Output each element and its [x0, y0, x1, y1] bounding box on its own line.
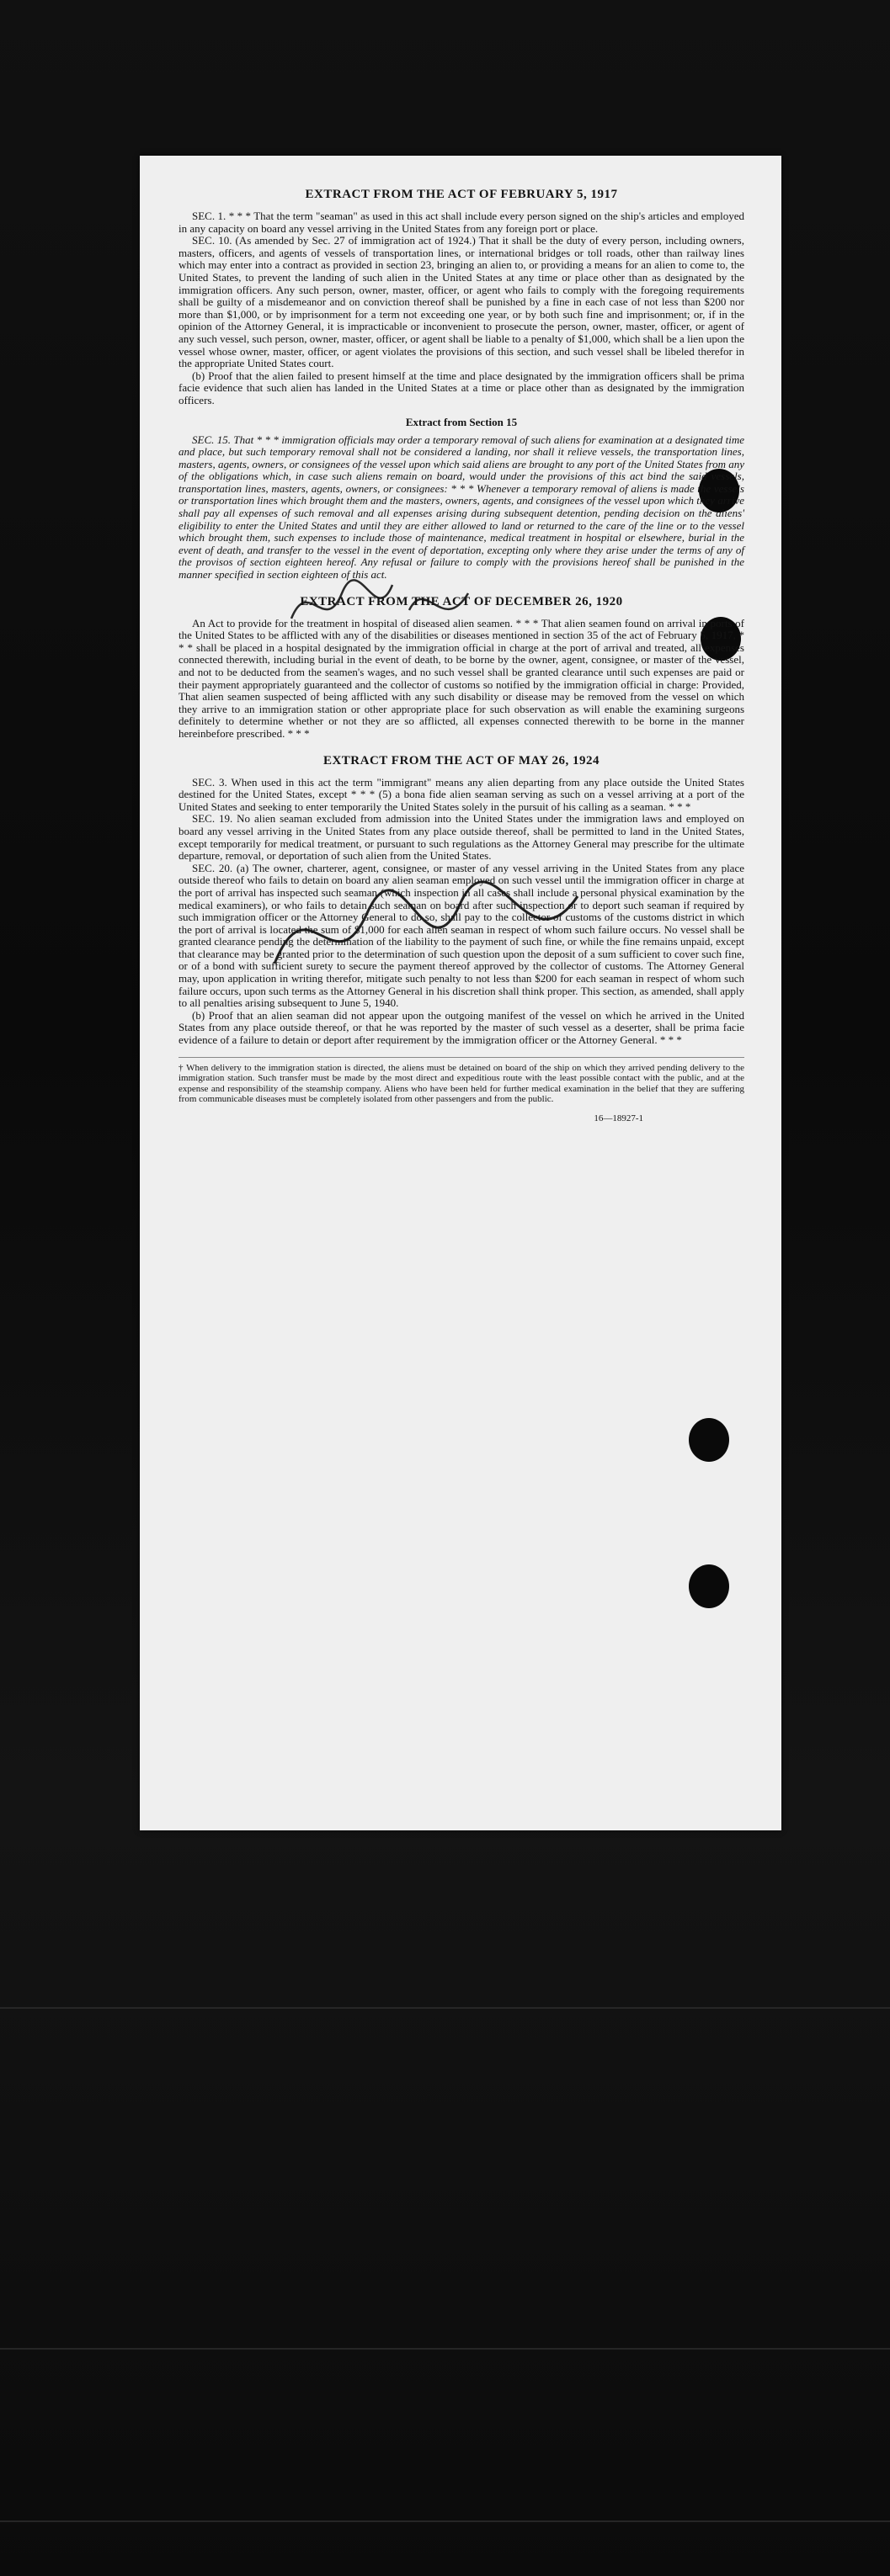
heading-act-1917: EXTRACT FROM THE ACT OF FEBRUARY 5, 1917	[305, 188, 618, 201]
paragraph: SEC. 1. * * * That the term "seaman" as used in this act shall include every person signed on the ship's articles and employed in any capacity on board any vessel arriving in the United States from any foreign port or place.	[179, 210, 744, 235]
heading-section-15: Extract from Section 15	[405, 415, 518, 428]
paragraph: SEC. 10. (As amended by Sec. 27 of immigration act of 1924.) That it shall be the duty of every person, including owners, masters, officers, and agents of vessels of transportation lines, or international bridges or toll roads, other than railway lines which may enter into a contract as provided in section 23, bringing an alien to, or providing a means for an alien to come to, the United States, to prevent the landing of such alien in the United States at any time or place other than as designated by the immigration officers. Any such person, owner, master, officer, or agent who fails to comply with the foregoing requirements shall be guilty of a misdemeanor and on conviction thereof shall be punished by a fine in each case of not less than $200 nor more than $1,000, or by imprisonment for a term not exceeding one year, or by both such fine and imprisonment; or, if in the opinion of the Attorney General, it is impracticable or inconvenient to prosecute the person, owner, master, officer, or agent of any such vessel, such person, owner, master, officer, or agent shall be liable to a penalty of $1,000, which shall be a lien upon the vessel whose owner, master, officer, or agent violates the provisions of this section, and such vessel shall be libeled therefor in the appropriate United States court.	[179, 234, 744, 370]
film-streak	[0, 2520, 890, 2522]
film-streak	[0, 2348, 890, 2350]
paragraph: SEC. 19. No alien seaman excluded from admission into the United States under the immigration laws and employed on board any vessel arriving in the United States from any place outside thereof, shall be permitted to land in the United States, except temporarily for medical treatment, or pursuant to such regulations as the Attorney General may prescribe for the ultimate departure, removal, or deportation of such alien from the United States.	[179, 812, 744, 863]
form-code: 16—18927-1	[594, 1113, 643, 1123]
paragraph: (b) Proof that an alien seaman did not appear upon the outgoing manifest of the vessel on which he arrived in the United States from any place outside thereof, or that he was reported by the master of such vessel as a deserter, shall be prima facie evidence of a failure to detain or deport after requirement by the immigration officer or the Attorney General. * * *	[179, 1008, 744, 1047]
paragraph: SEC. 20. (a) The owner, charterer, agent, consignee, or master of any vessel arriving in the United States from any place outside thereof who fails to detain on board any alien seaman employed on such vessel until the immigration officer in charge at the port of arrival has inspected such seaman (which inspection in all cases shall include a personal physical examination by the medical examiners), or who fails to detain such seaman on board after such inspection or to deport such seaman if required by such immigration officer or the Attorney General to do so, shall pay to the collector of customs of the customs district in which the port of arrival is located the sum of $1,000 for each alien seaman in respect of whom such failure occurs. No vessel shall be granted clearance pending the determination of the liability to the payment of such fine, or while the fine remains unpaid, except that clearance may be granted prior to the determination of such question upon the deposit of a sum sufficient to cover such fine, or of a bond with sufficient surety to secure the payment thereof approved by the collector of customs. The Attorney General may, upon application in writing therefor, mitigate such penalty to not less than $200 for each seaman in respect of whom such failure occurs, upon such terms as the Attorney General in his discretion shall think proper. This section, as amended, shall apply to all penalties arising subsequent to June 5, 1940.	[179, 861, 744, 1010]
document-page	[140, 156, 781, 1830]
paragraph: SEC. 3. When used in this act the term "immigrant" means any alien departing from any place outside the United States destined for the United States, except * * * (5) a bona fide alien seaman serving as such on a vessel arriving at a port of the United States and seeking to enter temporarily the United States solely in the pursuit of his calling as a seaman. * * *	[179, 775, 744, 813]
document-body	[179, 188, 744, 1123]
heading-act-1920: EXTRACT FROM THE ACT OF DECEMBER 26, 1920	[300, 594, 623, 608]
heading-act-1924: EXTRACT FROM THE ACT OF MAY 26, 1924	[322, 753, 600, 767]
film-streak	[0, 2007, 890, 2009]
paragraph: An Act to provide for the treatment in hospital of diseased alien seamen. * * * That alien seamen found on arrival in ports of the United States to be afflicted with any of the disabilities or diseases mentioned in section 35 of the act of February 5, 1917, * * * shall be placed in a hospital designated by the immigration official in charge at the port of arrival and treated, all expenses connected therewith, including burial in the event of death, to be borne by the owner, agent, consignee, or master of the vessel, and not to be deducted from the seamen's wages, and no such vessel shall be granted clearance until such expenses are paid or their payment appropriately guaranteed and the collector of customs so notified by the immigration official in charge: Provided, That alien seamen suspected of being afflicted with any such disability or disease may be removed from the vessel on which they arrive to an immigration station or other appropriate place for such observation as will enable the examining surgeons definitely to determine whether or not they are so afflicted, all expenses connected therewith to be borne in the manner hereinbefore prescribed. * * *	[179, 616, 744, 740]
footnote: † When delivery to the immigration station is directed, the aliens must be detained on board of the ship on which they arrived pending delivery to the immigration station. Such transfer must be made by the most direct and expeditious route with the least possible contact with the public, and at the expense and responsibility of the steamship company. Aliens who have been held for further medical examination in the belief that they are suffering from communicable diseases must be completely isolated from other passengers and from the public.	[179, 1057, 744, 1105]
paragraph: SEC. 15. That * * * immigration officials may order a temporary removal of such aliens for examination at a designated time and place, but such temporary removal shall not be considered a landing, nor shall it relieve vessels, the transportation lines, masters, agents, owners, or consignees of the vessel upon which said aliens are brought to any port of the United States from any of the obligations which, in case such aliens remain on board, would under the provisions of this act bind the said vessels, transportation lines, masters, agents, owners, or consignees: * * * Whenever a temporary removal of aliens is made the vessels or transportation lines which brought them and the masters, owners, agents, and consignees of the vessel upon which they arrive shall pay all expenses of such removal and all expenses arising during subsequent detention, pending decision on the aliens' eligibility to enter the United States and until they are either allowed to land or returned to the care of the line or to the vessel which brought them, such expenses to include those of maintenance, medical treatment in hospital or elsewhere, burial in the event of death, and transfer to the vessel in the event of deportation, excepting only where they arise under the terms of any of the provisos of section eighteen hereof. Any refusal or failure to comply with the provisions hereof shall be punished in the manner specified in section eighteen of this act.	[179, 433, 744, 582]
punch-hole	[689, 1418, 729, 1462]
punch-hole	[689, 1564, 729, 1608]
paragraph: (b) Proof that the alien failed to present himself at the time and place designated by the immigration officers shall be prima facie evidence that such alien has landed in the United States at a time or place other than as designated by the immigration officers.	[179, 369, 744, 406]
